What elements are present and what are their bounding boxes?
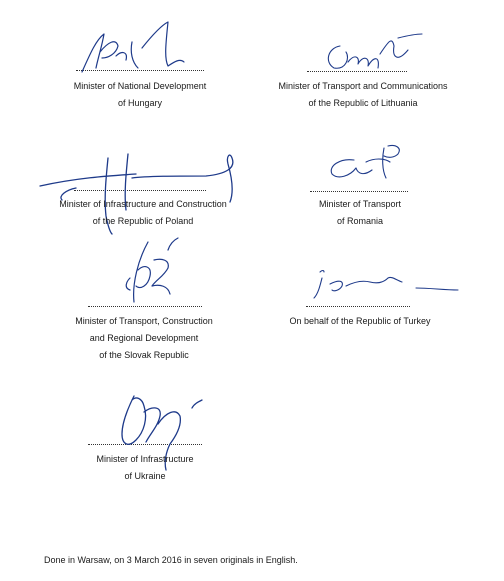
signatory-line: Minister of Transport — [318, 199, 402, 209]
signatory-line: of Hungary — [117, 98, 163, 108]
signatory-line: and Regional Development — [89, 333, 199, 343]
signature-line — [306, 306, 410, 307]
closing-statement: Done in Warsaw, on 3 March 2016 in seven originals in English. — [44, 555, 298, 565]
signature-romania — [318, 140, 418, 190]
signatory-title-romania — [290, 196, 430, 230]
signature-line — [310, 191, 408, 192]
signatory-title-hungary — [40, 78, 240, 112]
signatory-line: of the Republic of Lithuania — [308, 98, 418, 108]
signatory-title-lithuania — [258, 78, 468, 112]
signatory-line: On behalf of the Republic of Turkey — [289, 316, 431, 326]
signatory-title-poland — [40, 196, 246, 230]
signatory-line: of the Slovak Republic — [99, 350, 189, 360]
signatory-title-slovakia — [44, 313, 244, 364]
signature-turkey — [306, 262, 466, 302]
signatory-line: of Romania — [336, 216, 384, 226]
signature-lithuania — [318, 28, 428, 78]
signatory-title-ukraine — [60, 451, 230, 485]
signatory-line: Minister of Transport, Construction — [75, 316, 213, 326]
signatory-line: Minister of Infrastructure — [96, 454, 194, 464]
signatory-line: Minister of Infrastructure and Construction — [59, 199, 227, 209]
signatory-line: Minister of National Development — [73, 81, 207, 91]
signatory-line: of the Republic of Poland — [92, 216, 194, 226]
signatory-line: Minister of Transport and Communications — [278, 81, 448, 91]
signatory-line: of Ukraine — [124, 471, 166, 481]
signatory-title-turkey — [270, 313, 450, 330]
